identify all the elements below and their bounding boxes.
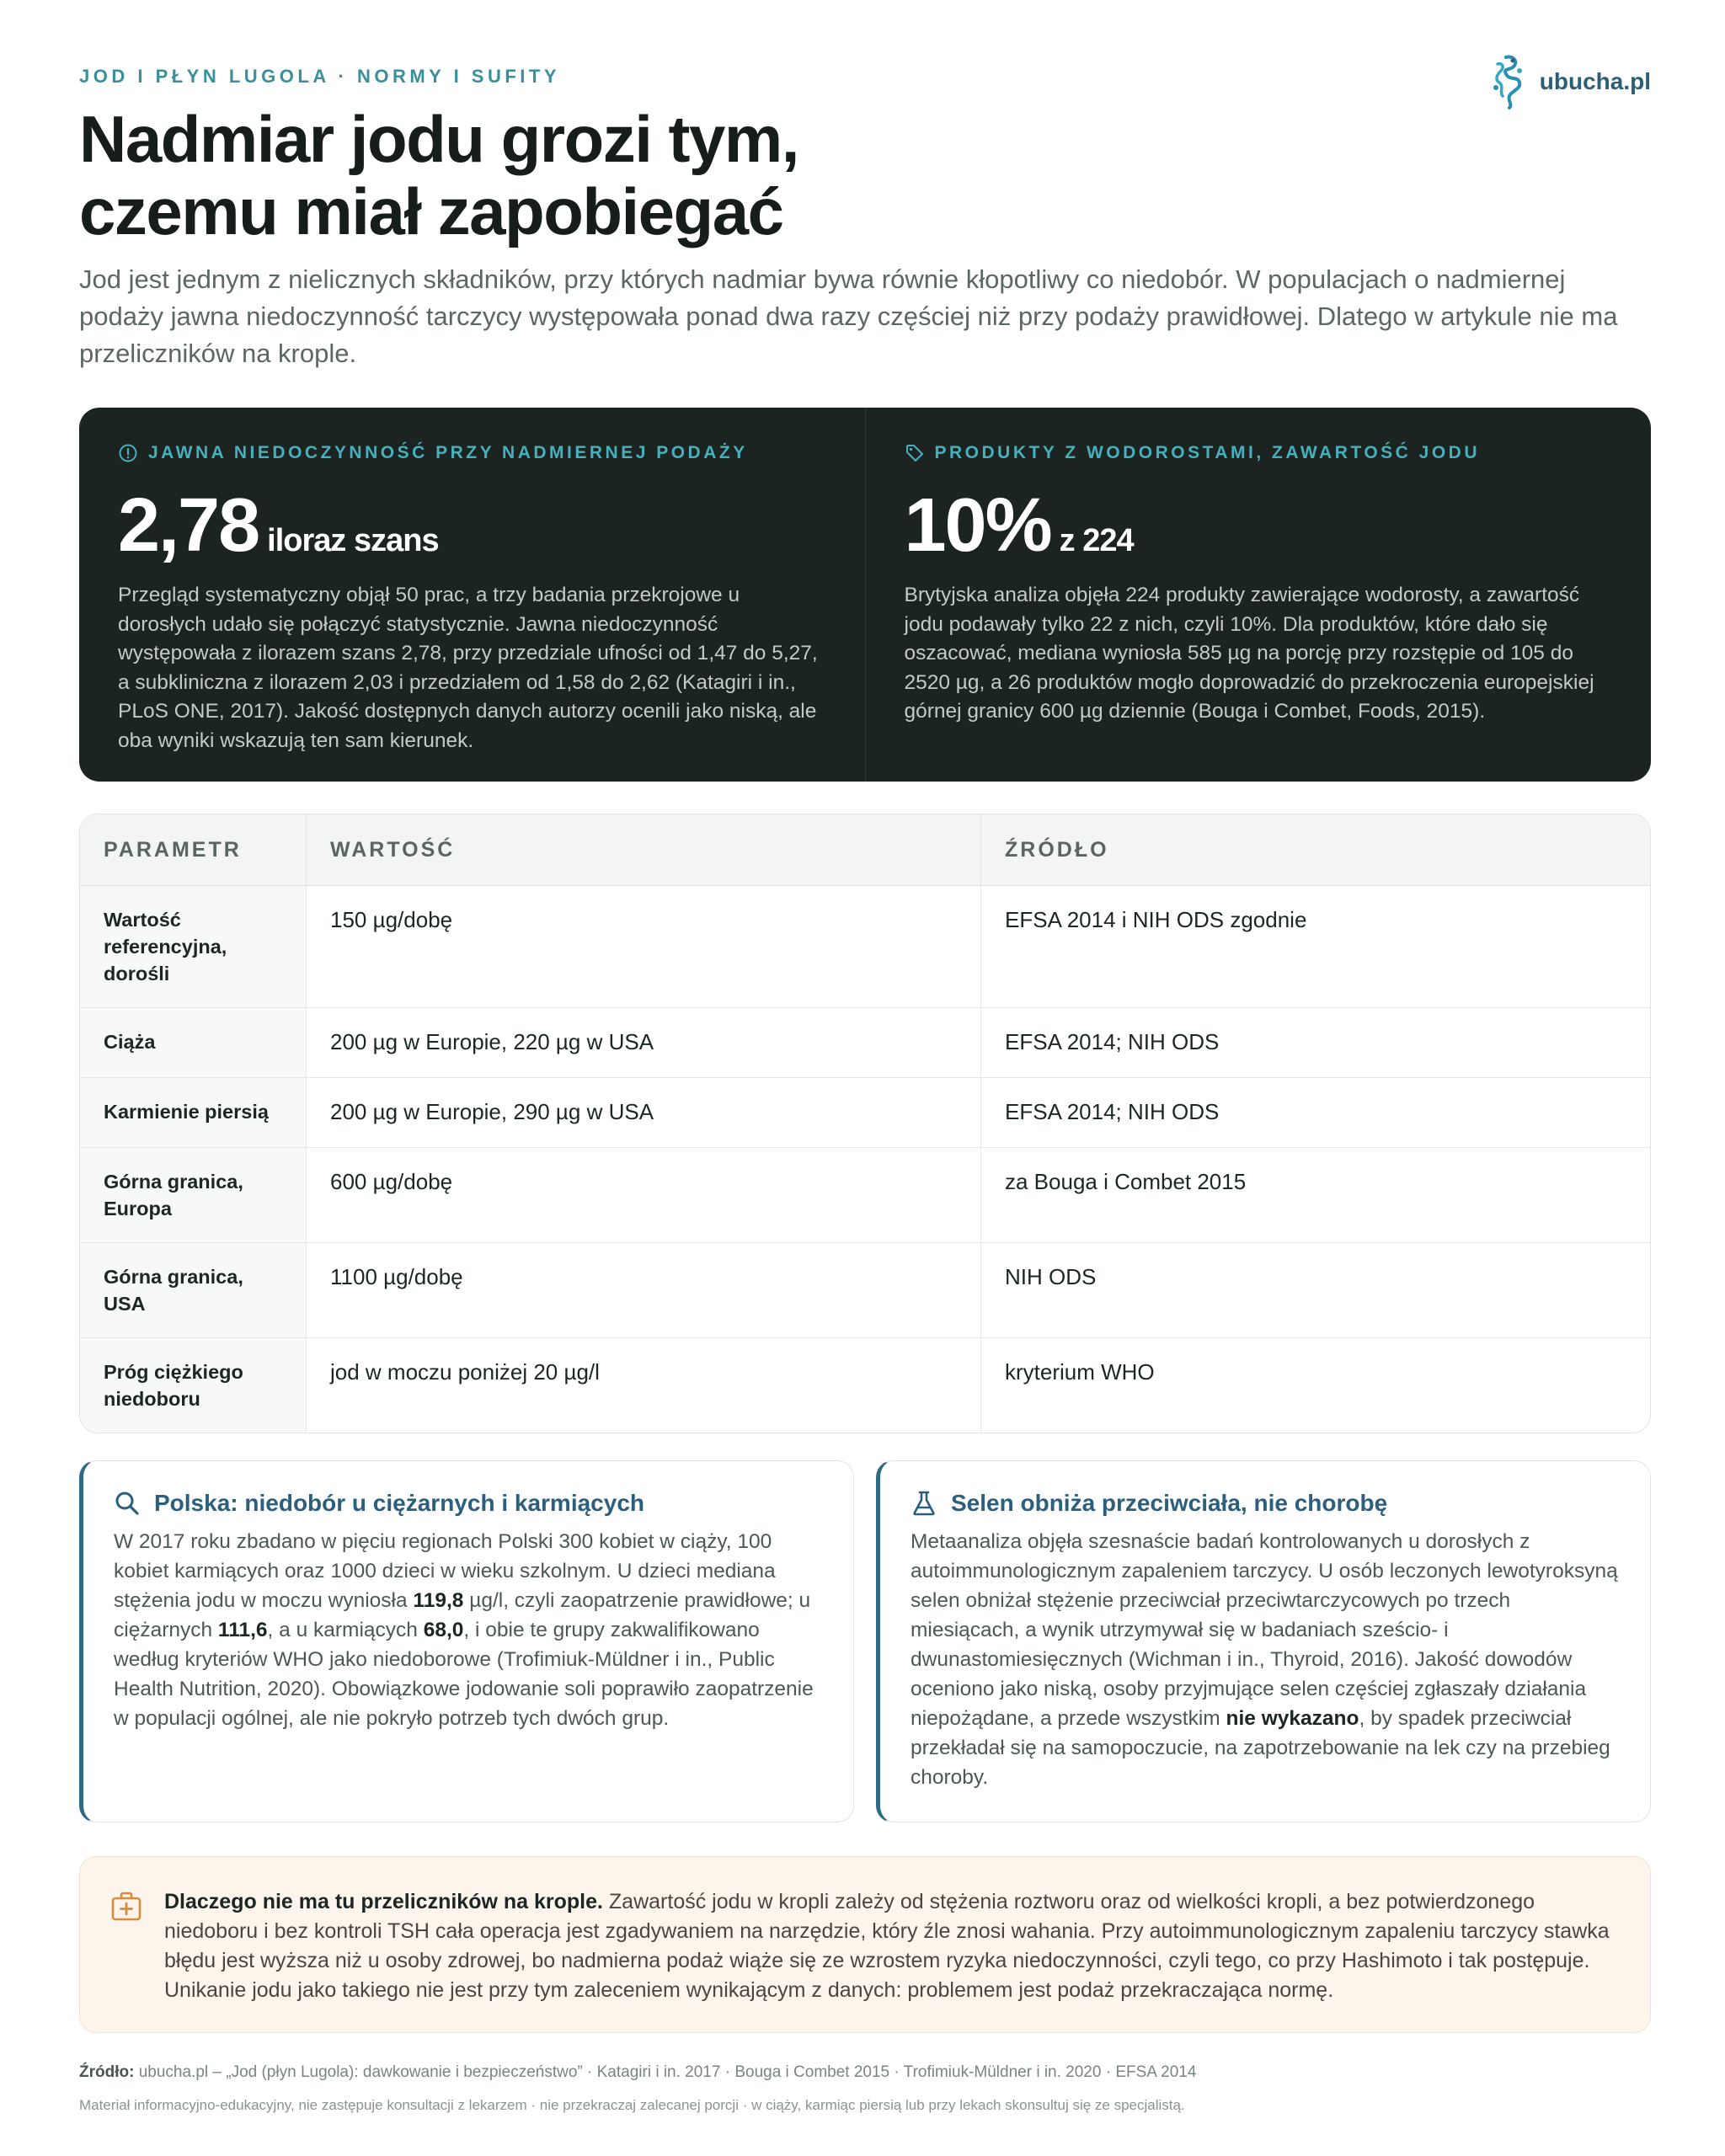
table-row	[80, 1338, 1650, 1433]
card-text-part: Metaanaliza objęła szesnaście badań kontrolowanych u dorosłych z autoimmunologicznym zapaleniem tarczycy. U osób leczonych lewotyroksyną selen obniżał stężenie przeciwciał przeciwtarczycowych po trzech miesiącach, a wynik utrzymywał się w badaniach sześcio- i dwunastomiesięcznych (Wichman i in., Thyroid, 2016). Jakość dowodów oceniono jako niską, osoby przyjmujące selen częściej zgłaszały działania niepożądane, a przede wszystkim	[911, 1530, 1618, 1730]
cell-source: EFSA 2014; NIH ODS	[981, 1078, 1651, 1148]
cell-source: NIH ODS	[981, 1243, 1651, 1338]
highlight-not-shown: nie wykazano	[1226, 1707, 1359, 1730]
disclaimer: Materiał informacyjno-edukacyjny, nie zastępuje konsultacji z lekarzem · nie przekraczaj zalecanej porcji · w ciąży, karmiąc piersią lub przy lekach skonsultuj się ze specjalistą.	[79, 2097, 1185, 2113]
stats-panel	[79, 408, 1651, 782]
cell-parameter: Górna granica, Europa	[80, 1148, 307, 1243]
cell-parameter: Wartość referencyjna, dorośli	[80, 886, 307, 1008]
lead-paragraph: Jod jest jednym z nielicznych składników, przy których nadmiar bywa równie kłopotliwy co niedobór. W populacjach o nadmiernej podaży jawna niedoczynność tarczycy występowała ponad dwa razy częściej niż przy podaży prawidłowej. Dlatego w artykule nie ma przeliczników na krople.	[79, 264, 1618, 368]
stat-unit: iloraz szans	[267, 523, 439, 558]
card-title	[911, 1490, 1620, 1517]
highlight-breastfeeding-median: 68,0	[423, 1619, 464, 1641]
cell-parameter: Górna granica, USA	[80, 1243, 307, 1338]
alert-circle-icon	[118, 443, 138, 463]
card-text-part: µg/l, czyli zaopatrzenie prawidłowe; u ciężarnych	[114, 1589, 811, 1641]
stat-value: 10%	[904, 483, 1051, 568]
column-header-parameter: PARAMETR	[80, 814, 307, 886]
stat-unit: z 224	[1059, 523, 1134, 558]
stat-value-row	[118, 485, 826, 566]
card-title-text: Polska: niedobór u ciężarnych i karmiących	[154, 1490, 644, 1516]
stat-header	[905, 443, 1613, 463]
table-row	[80, 1008, 1650, 1078]
kombucha-scoby-icon	[1487, 54, 1528, 109]
source-text: ubucha.pl – „Jod (płyn Lugola): dawkowanie i bezpieczeństwo” · Katagiri i in. 2017 · Bouga i Combet 2015 · Trofimiuk-Müldner i in. 2020 · EFSA 2014	[134, 2063, 1197, 2081]
stat-description: Przegląd systematyczny objął 50 prac, a trzy badania przekrojowe u dorosłych udało się połączyć statystycznie. Jawna niedoczynność występowała z ilorazem szans 2,78, przy przedziale ufności od 1,47 do 5,27, a subkliniczna z ilorazem 2,03 i przedziałem od 1,58 do 2,62 (Katagiri i in., PLoS ONE, 2017). Jakość dostępnych danych autorzy ocenili jako niską, ale oba wyniki wskazują ten sam kierunek.	[118, 584, 818, 752]
card-text-part: , by spadek przeciwciał przekładał się na samopoczucie, na zapotrzebowanie na lek czy na przebieg choroby.	[911, 1707, 1610, 1789]
card-poland	[79, 1460, 854, 1822]
table-row	[80, 886, 1650, 1008]
table-header-row	[80, 814, 1650, 886]
cell-value: 150 µg/dobę	[307, 886, 981, 1008]
cell-value: jod w moczu poniżej 20 µg/l	[307, 1338, 981, 1433]
cell-source: kryterium WHO	[981, 1338, 1651, 1433]
warning-body: Zawartość jodu w kropli zależy od stężenia roztworu oraz od wielkości kropli, a bez potwierdzonego niedoboru i bez kontroli TSH cała operacja jest zgadywaniem na narzędzie, który źle znosi wahania. Przy autoimmunologicznym zapaleniu tarczycy stawka błędu jest wyższa niż u osoby zdrowej, bo nadmierna podaż wiąże się ze wzrostem ryzyka niedoczynności, czyli tego, co przy Hashimoto i tak postępuje. Unikanie jodu jako takiego nie jest przy tym zaleceniem wynikającym z danych: problemem jest podaż przekraczająca normę.	[164, 1890, 1610, 2002]
cell-source: EFSA 2014; NIH ODS	[981, 1008, 1651, 1078]
cell-parameter: Ciąża	[80, 1008, 307, 1078]
stat-seaweed	[865, 408, 1652, 782]
card-body	[114, 1527, 823, 1733]
cell-source: za Bouga i Combet 2015	[981, 1148, 1651, 1243]
kicker-label: JOD I PŁYN LUGOLA · NORMY I SUFITY	[79, 66, 561, 87]
flask-icon	[911, 1490, 937, 1517]
cell-value: 1100 µg/dobę	[307, 1243, 981, 1338]
cell-source: EFSA 2014 i NIH ODS zgodnie	[981, 886, 1651, 1008]
brand[interactable]	[1487, 54, 1651, 109]
table-row	[80, 1148, 1650, 1243]
cell-parameter: Próg ciężkiego niedoboru	[80, 1338, 307, 1433]
card-text-part: W 2017 roku zbadano w pięciu regionach Polski 300 kobiet w ciąży, 100 kobiet karmiących oraz 1000 dzieci w wieku szkolnym. U dzieci mediana stężenia jodu w moczu wyniosła	[114, 1530, 776, 1612]
title-line-2: czemu miał zapobiegać	[79, 174, 783, 248]
tag-icon	[905, 443, 925, 463]
column-header-value: WARTOŚĆ	[307, 814, 981, 886]
warning-text	[164, 1887, 1616, 2005]
source-label: Źródło:	[79, 2063, 135, 2081]
warning-heading: Dlaczego nie ma tu przeliczników na krople.	[164, 1890, 603, 1913]
card-body	[911, 1527, 1620, 1792]
stat-value: 2,78	[118, 483, 259, 568]
stat-label: JAWNA NIEDOCZYNNOŚĆ PRZY NADMIERNEJ PODAŻY	[148, 443, 748, 462]
stat-label: PRODUKTY Z WODOROSTAMI, ZAWARTOŚĆ JODU	[934, 443, 1481, 462]
stat-header	[118, 443, 826, 463]
stat-description: Brytyjska analiza objęła 224 produkty zawierające wodorosty, a zawartość jodu podawały tylko 22 z nich, czyli 10%. Dla produktów, które dało się oszacować, mediana wyniosła 585 µg na porcję przy rozstępie od 105 do 2520 µg, a 26 produktów mogło doprowadzić do przekroczenia europejskiej górnej granicy 600 µg dziennie (Bouga i Combet, Foods, 2015).	[904, 584, 1594, 723]
cell-value: 200 µg w Europie, 290 µg w USA	[307, 1078, 981, 1148]
table-row	[80, 1078, 1650, 1148]
card-title	[114, 1490, 823, 1517]
highlight-children-median: 119,8	[413, 1589, 464, 1612]
cell-parameter: Karmienie piersią	[80, 1078, 307, 1148]
norms-table	[79, 814, 1651, 1433]
card-text-part: , i obie te grupy zakwalifikowano według kryteriów WHO jako niedoborowe (Trofimiuk-Müldner i in., Public Health Nutrition, 2020). Obowiązkowe jodowanie soli poprawiło zaopatrzenie w populacji ogólnej, ale nie pokryło potrzeb tych dwóch grup.	[114, 1619, 814, 1730]
table-row	[80, 1243, 1650, 1338]
stat-hypothyroidism	[79, 408, 865, 782]
card-selen	[876, 1460, 1651, 1822]
column-header-source: ŹRÓDŁO	[981, 814, 1651, 886]
source-line	[79, 2063, 1196, 2082]
title-line-1: Nadmiar jodu grozi tym,	[79, 102, 798, 176]
page-title	[79, 103, 1174, 248]
search-icon	[114, 1490, 141, 1517]
stat-value-row	[905, 485, 1613, 566]
medical-kit-icon	[110, 1891, 142, 1923]
card-text-part: , a u karmiących	[267, 1619, 424, 1641]
brand-name: ubucha.pl	[1539, 68, 1651, 94]
card-title-text: Selen obniża przeciwciała, nie chorobę	[951, 1490, 1388, 1516]
cell-value: 600 µg/dobę	[307, 1148, 981, 1243]
cell-value: 200 µg w Europie, 220 µg w USA	[307, 1008, 981, 1078]
warning-box	[79, 1856, 1651, 2033]
highlight-pregnant-median: 111,6	[217, 1619, 268, 1641]
